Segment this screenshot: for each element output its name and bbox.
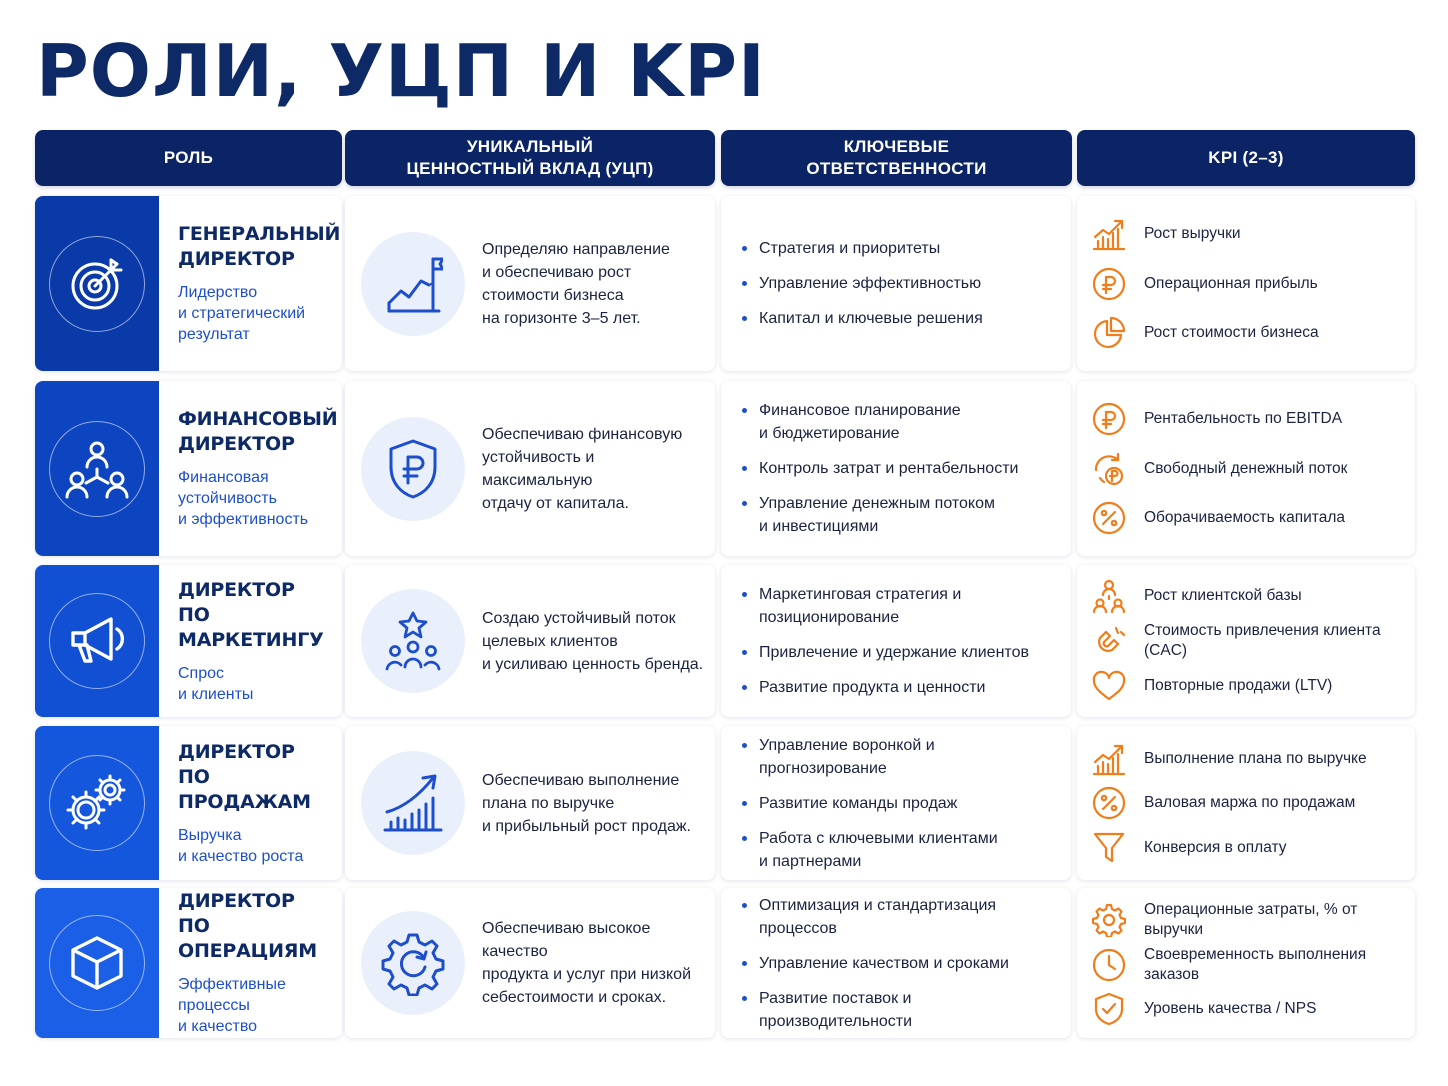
pie-chart-icon xyxy=(1091,315,1127,351)
kpi-label: Уровень качества / NPS xyxy=(1144,999,1317,1017)
role-name: ФИНАНСОВЫЙ ДИРЕКТОР xyxy=(178,408,338,455)
growth-flag-chart-icon xyxy=(361,232,465,336)
funnel-icon xyxy=(1091,830,1127,866)
responsibility-item: Развитие поставок и производительности xyxy=(739,987,1065,1033)
kpi-item xyxy=(1091,266,1409,302)
kpi-cell xyxy=(1077,726,1415,880)
responsibilities-list xyxy=(739,381,1065,556)
kpi-label: Своевременность выполнения заказов xyxy=(1144,946,1367,983)
role-subtitle: Выручка и качество роста xyxy=(178,826,304,865)
kpi-label: Операционная прибыль xyxy=(1144,274,1318,292)
role-cell xyxy=(35,196,342,371)
kpi-item xyxy=(1091,668,1409,704)
role-icon-band xyxy=(35,726,159,880)
responsibility-item: Управление денежным потоком и инвестициями xyxy=(739,492,1065,538)
header-ucp: УНИКАЛЬНЫЙ ЦЕННОСТНЫЙ ВКЛАД (УЦП) xyxy=(345,130,715,186)
kpi-item xyxy=(1091,741,1409,777)
role-name: ГЕНЕРАЛЬНЫЙ ДИРЕКТОР xyxy=(178,223,341,270)
kpi-label: Операционные затраты, % от выручки xyxy=(1144,900,1358,938)
kpi-cell xyxy=(1077,381,1415,556)
kpi-item xyxy=(1091,401,1409,437)
heart-icon xyxy=(1091,668,1127,704)
ruble-coin-icon xyxy=(1091,401,1127,437)
magnet-icon xyxy=(1091,623,1127,659)
header-kpi: KPI (2–3) xyxy=(1077,130,1415,186)
shield-check-icon xyxy=(1091,991,1127,1027)
kpi-cell xyxy=(1077,888,1415,1038)
kpi-list xyxy=(1091,196,1409,371)
kpi-label: Повторные продажи (LTV) xyxy=(1144,677,1333,694)
responsibility-item: Развитие команды продаж xyxy=(739,792,1065,815)
responsibility-item: Оптимизация и стандартизация процессов xyxy=(739,894,1065,940)
responsibilities-list xyxy=(739,726,1065,880)
kpi-item xyxy=(1091,621,1409,661)
ucp-text: Определяю направление и обеспечиваю рост стоимости бизнеса на горизонте 3–5 лет. xyxy=(482,240,670,327)
kpi-list xyxy=(1091,888,1409,1038)
bar-growth-arrow-icon xyxy=(361,751,465,855)
kpi-label: Стоимость привлечения клиента (CAC) xyxy=(1144,622,1381,659)
responsibility-item: Работа с ключевыми клиентами и партнерами xyxy=(739,827,1065,873)
ruble-shield-icon xyxy=(361,417,465,521)
ucp-text: Обеспечиваю выполнение плана по выручке и прибыльный рост продаж. xyxy=(482,771,691,835)
responsibility-item: Управление эффективностью xyxy=(739,272,1065,295)
kpi-cell xyxy=(1077,565,1415,717)
responsibility-item: Управление воронкой и прогнозирование xyxy=(739,734,1065,780)
ruble-coin-icon xyxy=(1091,266,1127,302)
responsibility-item: Привлечение и удержание клиентов xyxy=(739,641,1065,664)
clock-icon xyxy=(1091,947,1127,983)
responsibilities-cell xyxy=(721,196,1071,371)
kpi-item xyxy=(1091,578,1409,614)
role-subtitle: Лидерство и стратегический результат xyxy=(178,284,306,343)
role-name: ДИРЕКТОР ПО ОПЕРАЦИЯМ xyxy=(178,890,317,962)
kpi-item xyxy=(1091,991,1409,1027)
kpi-item xyxy=(1091,216,1409,252)
megaphone-icon xyxy=(49,593,145,689)
kpi-list xyxy=(1091,726,1409,880)
kpi-label: Рост стоимости бизнеса xyxy=(1144,324,1319,342)
ucp-cell xyxy=(345,888,715,1038)
header-role: РОЛЬ xyxy=(35,130,342,186)
role-row xyxy=(35,196,1415,371)
kpi-item xyxy=(1091,900,1409,940)
role-row xyxy=(35,888,1415,1038)
responsibilities-cell xyxy=(721,381,1071,556)
role-row xyxy=(35,726,1415,880)
cash-flow-icon xyxy=(1091,451,1127,487)
role-name: ДИРЕКТОР ПО МАРКЕТИНГУ xyxy=(178,578,324,651)
responsibility-item: Стратегия и приоритеты xyxy=(739,237,1065,260)
responsibilities-list xyxy=(739,196,1065,371)
kpi-label: Рост выручки xyxy=(1144,224,1241,242)
percent-icon xyxy=(1091,500,1127,536)
kpi-item xyxy=(1091,451,1409,487)
role-icon-band xyxy=(35,565,159,717)
kpi-list xyxy=(1091,565,1409,717)
role-icon-band xyxy=(35,888,159,1038)
responsibilities-list xyxy=(739,565,1065,717)
page-title: РОЛИ, УЦП И KPI xyxy=(36,29,766,113)
ucp-cell xyxy=(345,196,715,371)
kpi-cell xyxy=(1077,196,1415,371)
ucp-cell xyxy=(345,381,715,556)
gears-icon xyxy=(49,755,145,851)
kpi-item xyxy=(1091,945,1409,985)
ucp-cell xyxy=(345,726,715,880)
responsibilities-list xyxy=(739,888,1065,1038)
responsibility-item: Развитие продукта и ценности xyxy=(739,676,1065,699)
role-icon-band xyxy=(35,196,159,371)
kpi-list xyxy=(1091,381,1409,556)
bar-chart-up-icon xyxy=(1091,741,1127,777)
responsibility-item: Управление качеством и сроками xyxy=(739,952,1065,975)
kpi-label: Выполнение плана по выручке xyxy=(1144,749,1367,767)
role-subtitle: Эффективные процессы и качество xyxy=(178,976,286,1035)
role-cell xyxy=(35,565,342,717)
role-row xyxy=(35,381,1415,556)
role-cell xyxy=(35,726,342,880)
responsibility-item: Финансовое планирование и бюджетирование xyxy=(739,399,1065,445)
ucp-cell xyxy=(345,565,715,717)
kpi-item xyxy=(1091,785,1409,821)
kpi-label: Рост клиентской базы xyxy=(1144,587,1302,604)
header-responsibilities: КЛЮЧЕВЫЕ ОТВЕТСТВЕННОСТИ xyxy=(721,130,1072,186)
role-subtitle: Спрос и клиенты xyxy=(178,664,254,703)
role-cell xyxy=(35,888,342,1038)
ucp-text: Обеспечиваю высокое качество продукта и услуг при низкой себестоимости и сроках. xyxy=(482,920,692,1006)
bar-chart-up-icon xyxy=(1091,216,1127,252)
ucp-text: Обеспечиваю финансовую устойчивость и максимальную отдачу от капитала. xyxy=(482,425,683,512)
ucp-text: Создаю устойчивый поток целевых клиентов и усиливаю ценность бренда. xyxy=(482,609,704,673)
kpi-label: Рентабельность по EBITDA xyxy=(1144,409,1343,427)
people-network-icon xyxy=(49,421,145,517)
target-icon xyxy=(49,236,145,332)
responsibilities-cell xyxy=(721,565,1071,717)
kpi-item xyxy=(1091,830,1409,866)
kpi-label: Оборачиваемость капитала xyxy=(1144,509,1346,527)
gear-icon xyxy=(1091,902,1127,938)
role-icon-band xyxy=(35,381,159,556)
responsibility-item: Маркетинговая стратегия и позиционирование xyxy=(739,583,1065,629)
kpi-label: Конверсия в оплату xyxy=(1144,838,1287,856)
kpi-item xyxy=(1091,500,1409,536)
responsibility-item: Капитал и ключевые решения xyxy=(739,307,1065,330)
star-audience-icon xyxy=(361,589,465,693)
responsibilities-cell xyxy=(721,888,1071,1038)
responsibilities-cell xyxy=(721,726,1071,880)
role-row xyxy=(35,565,1415,717)
role-subtitle: Финансовая устойчивость и эффективность xyxy=(178,469,309,528)
role-cell xyxy=(35,381,342,556)
responsibility-item: Контроль затрат и рентабельности xyxy=(739,457,1065,480)
kpi-label: Валовая маржа по продажам xyxy=(1144,794,1356,811)
kpi-label: Свободный денежный поток xyxy=(1144,459,1348,477)
cube-icon xyxy=(49,915,145,1011)
gear-cycle-icon xyxy=(361,911,465,1015)
percent-icon xyxy=(1091,785,1127,821)
user-group-icon xyxy=(1091,578,1127,614)
kpi-item xyxy=(1091,315,1409,351)
role-name: ДИРЕКТОР ПО ПРОДАЖАМ xyxy=(178,740,311,813)
